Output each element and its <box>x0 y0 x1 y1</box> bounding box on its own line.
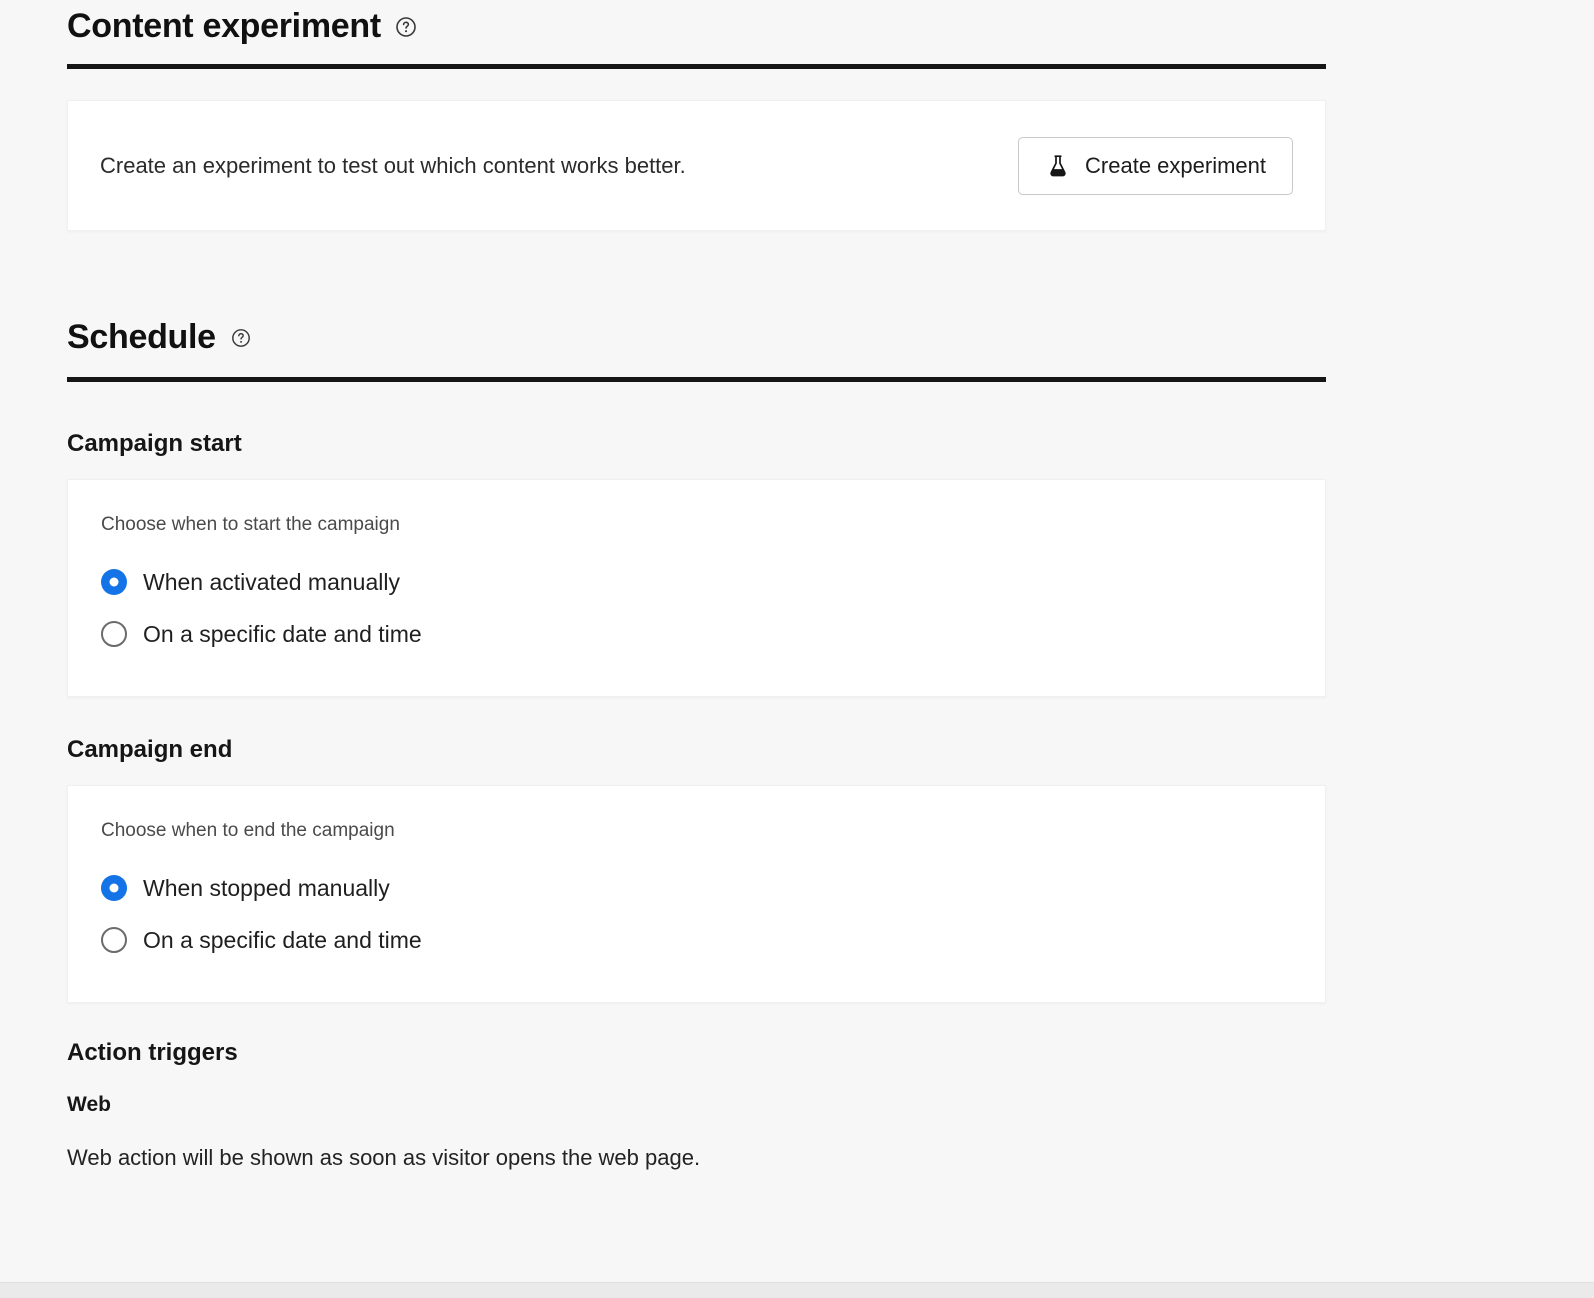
create-experiment-label: Create experiment <box>1085 152 1266 178</box>
campaign-end-heading: Campaign end <box>67 736 233 763</box>
campaign-end-card <box>67 785 1326 1003</box>
bottom-strip <box>0 1282 1594 1298</box>
radio-campaign-start-manual[interactable] <box>68 556 1325 608</box>
action-triggers-heading: Action triggers <box>67 1039 238 1066</box>
action-trigger-description: Web action will be shown as soon as visitor opens the web page. <box>67 1145 701 1170</box>
content-experiment-card <box>67 100 1326 231</box>
flask-icon <box>1045 153 1071 179</box>
content-experiment-description: Create an experiment to test out which content works better. <box>100 152 686 178</box>
help-circle-icon[interactable] <box>230 327 252 349</box>
radio-label: On a specific date and time <box>143 926 422 953</box>
radio-indicator[interactable] <box>101 927 127 953</box>
radio-label: When activated manually <box>143 568 400 595</box>
radio-indicator[interactable] <box>101 621 127 647</box>
campaign-end-legend: Choose when to end the campaign <box>101 820 395 841</box>
section-divider-content-experiment <box>67 64 1326 69</box>
radio-indicator[interactable] <box>101 875 127 901</box>
radio-campaign-start-specific-date[interactable] <box>68 608 1325 660</box>
page-title: Content experiment <box>67 7 381 46</box>
campaign-start-heading: Campaign start <box>67 430 242 457</box>
schedule-header <box>0 313 1594 363</box>
radio-campaign-end-manual[interactable] <box>68 862 1325 914</box>
campaign-start-legend: Choose when to start the campaign <box>101 514 400 535</box>
content-experiment-header <box>0 0 1594 54</box>
help-circle-icon[interactable] <box>395 16 417 38</box>
schedule-title: Schedule <box>67 318 216 357</box>
radio-campaign-end-specific-date[interactable] <box>68 914 1325 966</box>
campaign-start-card <box>67 479 1326 697</box>
action-trigger-channel: Web <box>67 1093 111 1116</box>
section-divider-schedule <box>67 377 1326 382</box>
radio-label: When stopped manually <box>143 874 390 901</box>
radio-indicator[interactable] <box>101 569 127 595</box>
radio-label: On a specific date and time <box>143 620 422 647</box>
create-experiment-button[interactable] <box>1018 137 1293 195</box>
